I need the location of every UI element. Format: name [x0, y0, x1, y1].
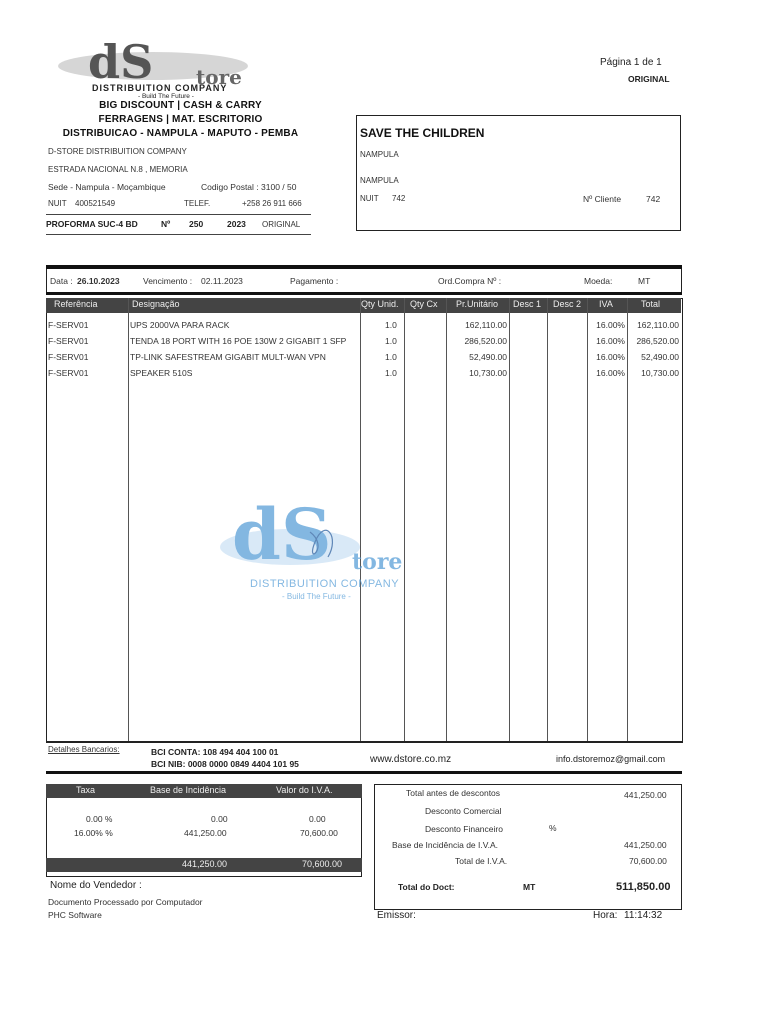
company-stamp: [210, 487, 420, 607]
website-link[interactable]: www.dstore.co.mz: [370, 754, 452, 765]
tax-base: 0.00: [211, 814, 228, 824]
client-number: 742: [646, 194, 661, 204]
cell-ref: F-SERV01: [48, 368, 89, 378]
software-note: PHC Software: [48, 910, 102, 920]
doc-no: 250: [189, 219, 204, 229]
client-name: SAVE THE CHILDREN: [360, 126, 485, 140]
cell-desc: UPS 2000VA PARA RACK: [130, 320, 230, 330]
telef-label: TELEF.: [184, 199, 211, 208]
svg-text:DISTRIBUITION COMPANY: DISTRIBUITION COMPANY: [250, 578, 400, 590]
col-unit-price: Pr.Unitário: [456, 299, 499, 309]
svg-text:dS: dS: [88, 38, 154, 89]
client-nuit: 742: [392, 194, 406, 203]
cell-qty: 1.0: [385, 336, 397, 346]
date-label: Data :: [50, 276, 73, 286]
email-link[interactable]: info.dstoremoz@gmail.com: [556, 754, 666, 764]
tax-col-base: Base de Incidência: [150, 785, 227, 795]
vat-base: 441,250.00: [624, 840, 667, 850]
purchase-order-label: Ord.Compra Nº :: [438, 276, 502, 286]
divider: [46, 234, 311, 235]
doc-no-label: Nº: [161, 219, 171, 229]
processed-note: Documento Processado por Computador: [48, 897, 203, 907]
tax-summary-footer: [46, 858, 362, 872]
svg-text:- Build The Future -: - Build The Future -: [282, 592, 351, 601]
nuit-label: NUIT: [48, 199, 67, 208]
cell-price: 52,490.00: [469, 352, 507, 362]
company-sede: Sede - Nampula - Moçambique: [48, 182, 166, 192]
doc-year: 2023: [227, 219, 246, 229]
financial-discount-pct: %: [549, 823, 557, 833]
svg-text:tore: tore: [352, 549, 403, 575]
tagline-2: FERRAGENS | MAT. ESCRITORIO: [98, 114, 263, 125]
tax-total-vat: 70,600.00: [302, 859, 343, 869]
meta-bottom-rule: [46, 292, 682, 295]
total-before-discount: 441,250.00: [624, 790, 667, 800]
tax-base: 441,250.00: [184, 828, 227, 838]
doc-type: PROFORMA SUC-4 BD: [46, 219, 138, 229]
seller-label: Nome do Vendedor :: [50, 880, 142, 891]
tax-col-vat: Valor do I.V.A.: [276, 785, 333, 795]
cell-total: 286,520.00: [636, 336, 679, 346]
svg-text:DISTRIBUITION COMPANY: DISTRIBUITION COMPANY: [92, 83, 228, 93]
tax-value: 0.00: [309, 814, 326, 824]
company-postal: Codigo Postal : 3100 / 50: [201, 182, 297, 192]
cell-vat: 16.00%: [596, 320, 625, 330]
col-disc-2: Desc 2: [553, 299, 582, 309]
tax-rate: 16.00% %: [74, 828, 113, 838]
cell-total: 162,110.00: [637, 320, 679, 330]
cell-total: 10,730.00: [641, 368, 679, 378]
due-label: Vencimento :: [143, 276, 193, 286]
svg-text:dS: dS: [232, 493, 332, 576]
tagline-3: DISTRIBUICAO - NAMPULA - MAPUTO - PEMBA: [62, 128, 299, 139]
tax-rate: 0.00 %: [86, 814, 113, 824]
client-nuit-label: NUIT: [360, 194, 379, 203]
bank-details-label: Detalhes Bancarios:: [48, 745, 120, 754]
tax-value: 70,600.00: [300, 828, 338, 838]
client-city-1: NAMPULA: [360, 150, 399, 159]
col-designation: Designação: [132, 299, 180, 309]
divider: [46, 741, 682, 742]
cell-desc: TENDA 18 PORT WITH 16 POE 130W 2 GIGABIT 1 SFP: [130, 336, 347, 346]
cell-price: 286,520.00: [464, 336, 507, 346]
currency-value: MT: [638, 276, 651, 286]
client-number-label: Nº Cliente: [583, 194, 622, 204]
tax-total-base: 441,250.00: [182, 859, 228, 869]
svg-text:- Build The Future -: - Build The Future -: [138, 93, 194, 100]
dstore-logo: [48, 38, 310, 100]
company-address: ESTRADA NACIONAL N.8 , MEMORIA: [48, 165, 188, 174]
cell-total: 52,490.00: [641, 352, 679, 362]
cell-price: 162,110.00: [465, 320, 507, 330]
vat-base-label: Base de Incidência de I.V.A.: [392, 840, 499, 850]
currency-label: Moeda:: [584, 276, 613, 286]
vat-total: 70,600.00: [629, 856, 667, 866]
bank-bottom-rule: [46, 771, 682, 774]
cell-desc: SPEAKER 510S: [130, 368, 193, 378]
tax-summary-header: [46, 784, 362, 798]
copy-label: ORIGINAL: [628, 74, 670, 84]
doc-copy: ORIGINAL: [262, 220, 301, 229]
divider: [46, 214, 311, 215]
page-number: Página 1 de 1: [600, 57, 662, 68]
cell-price: 10,730.00: [469, 368, 507, 378]
doc-total-label: Total do Doct:: [398, 882, 455, 892]
bank-account: BCI CONTA: 108 494 404 100 01: [151, 747, 279, 757]
date-value: 26.10.2023: [77, 276, 120, 286]
commercial-discount-label: Desconto Comercial: [425, 806, 502, 816]
cell-qty: 1.0: [385, 320, 397, 330]
vat-total-label: Total de I.V.A.: [455, 856, 508, 866]
issuer-label: Emissor:: [377, 910, 416, 921]
payment-label: Pagamento :: [290, 276, 339, 286]
doc-total: 511,850.00: [616, 881, 671, 893]
items-table-header: [46, 298, 681, 313]
table-row: [46, 350, 681, 365]
col-qty-unit: Qty Unid.: [361, 299, 399, 309]
tax-col-rate: Taxa: [76, 785, 96, 795]
cell-vat: 16.00%: [596, 352, 625, 362]
table-row: [46, 366, 681, 381]
cell-ref: F-SERV01: [48, 320, 89, 330]
time-label: Hora:: [593, 910, 618, 921]
doc-total-currency: MT: [523, 882, 536, 892]
nuit-value: 400521549: [75, 199, 116, 208]
telef-value: +258 26 911 666: [242, 199, 302, 208]
total-before-discount-label: Total antes de descontos: [406, 788, 501, 798]
bank-nib: BCI NIB: 0008 0000 0849 4404 101 95: [151, 759, 299, 769]
cell-ref: F-SERV01: [48, 336, 89, 346]
col-reference: Referência: [54, 299, 98, 309]
cell-vat: 16.00%: [596, 368, 625, 378]
tagline-1: BIG DISCOUNT | CASH & CARRY: [99, 100, 262, 111]
col-total: Total: [641, 299, 661, 309]
company-name: D-STORE DISTRIBUITION COMPANY: [48, 147, 187, 156]
col-disc-1: Desc 1: [513, 299, 542, 309]
time-value: 11:14:32: [624, 910, 663, 921]
due-value: 02.11.2023: [201, 276, 243, 286]
cell-ref: F-SERV01: [48, 352, 89, 362]
col-qty-box: Qty Cx: [410, 299, 438, 309]
table-row: [46, 318, 681, 333]
cell-vat: 16.00%: [596, 336, 625, 346]
col-vat: IVA: [599, 299, 613, 309]
cell-qty: 1.0: [385, 352, 397, 362]
svg-text:tore: tore: [196, 65, 242, 89]
cell-desc: TP-LINK SAFESTREAM GIGABIT MULT-WAN VPN: [130, 352, 326, 362]
financial-discount-label: Desconto Financeiro: [425, 824, 503, 834]
cell-qty: 1.0: [385, 368, 397, 378]
client-city-2: NAMPULA: [360, 176, 399, 185]
table-row: [46, 334, 681, 349]
